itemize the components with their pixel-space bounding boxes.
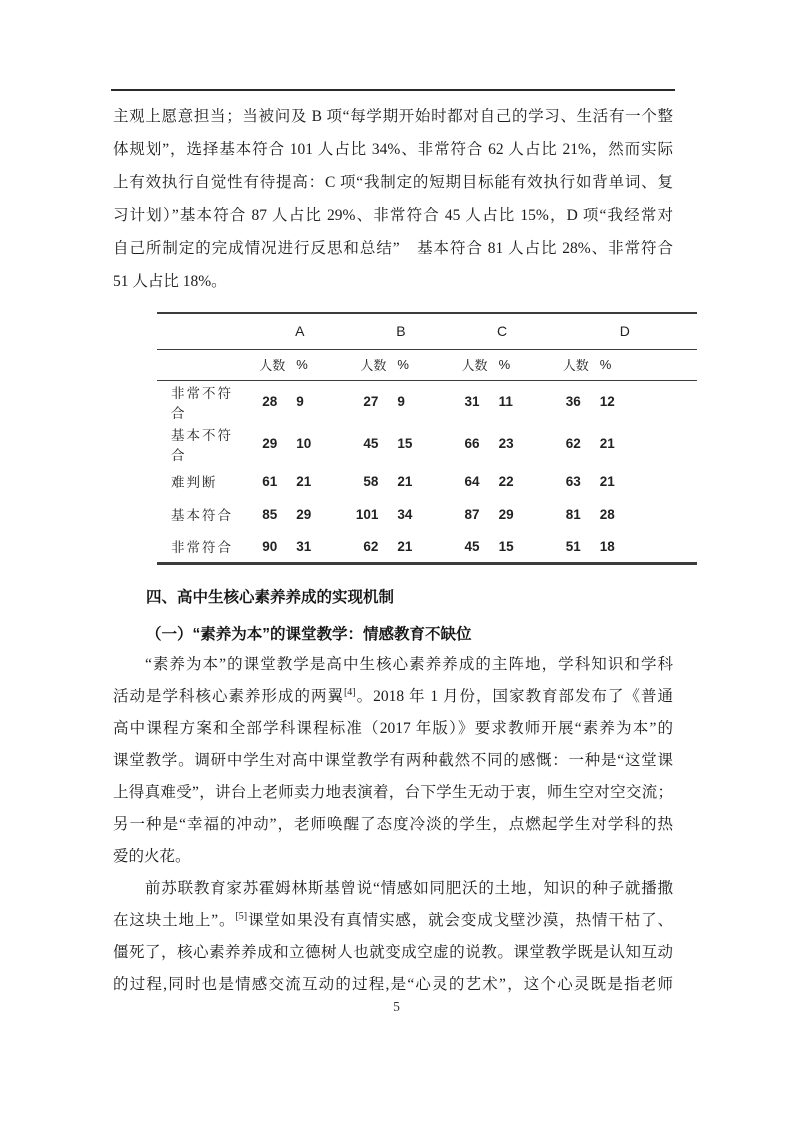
text-line: 习计划）”基本符合 87 人占比 29%、非常符合 45 人占比 15%，D 项“我经常对 <box>113 207 673 224</box>
table-cell: 85 <box>262 506 278 522</box>
survey-results-table <box>157 312 697 565</box>
table-cell: 64 <box>464 473 480 489</box>
table-cell: 21 <box>397 473 413 489</box>
table-cell: 10 <box>296 436 312 451</box>
text-line: 爱的火花。 <box>113 848 191 865</box>
text-line: 另一种是“幸福的冲动”，老师唤醒了态度冷淡的学生，点燃起学生对学科的热 <box>113 816 673 833</box>
text-line: 课堂教学。调研中学生对高中课堂教学有两种截然不同的感慨：一种是“这堂课 <box>113 752 673 769</box>
table-cell: 18 <box>599 538 615 554</box>
row-label: 基本符合 <box>171 508 233 523</box>
text-segment: 。2018 年 1 月份，国家教育部发布了《普通 <box>355 688 673 705</box>
text-line: 体规划”，选择基本符合 101 人占比 34%、非常符合 62 人占比 21%，然而实际 <box>113 141 673 158</box>
text-line: 高中课程方案和全部学科课程标准（2017 年版）》要求教师开展“素养为本”的 <box>113 720 673 737</box>
table-header-row <box>157 313 697 349</box>
table-cell: 29 <box>498 506 514 522</box>
text-line: 主观上愿意担当；当被问及 B 项“每学期开始时都对自己的学习、生活有一个整 <box>113 108 673 125</box>
row-label: 基本不符合 <box>171 427 233 463</box>
subheader-percent: % <box>396 349 451 380</box>
paragraph-survey-results <box>113 100 673 298</box>
table-cell: 31 <box>296 538 312 554</box>
text-line: 上有效执行自觉性有待提高：C 项“我制定的短期目标能有效执行如背单词、复 <box>113 174 673 191</box>
table-cell: 21 <box>599 473 615 489</box>
column-group-c: C <box>452 313 553 349</box>
footnote-ref-5: [5] <box>235 911 248 922</box>
table-cell: 61 <box>262 473 278 489</box>
page-content <box>113 100 673 1001</box>
table-row <box>157 531 697 564</box>
row-label: 非常不符合 <box>171 385 233 421</box>
text-line: 自己所制定的完成情况进行反思和总结” 基本符合 81 人占比 28%、非常符合 <box>113 240 673 257</box>
subheader-percent: % <box>295 349 350 380</box>
table-corner-cell <box>157 349 249 380</box>
text-line <box>113 681 673 713</box>
text-line <box>113 905 673 937</box>
row-label: 难判断 <box>171 475 218 490</box>
text-line: 的过程,同时也是情感交流互动的过程,是“心灵的艺术”，这个心灵既是指老师 <box>113 976 673 993</box>
table-cell: 101 <box>355 506 379 522</box>
column-group-d: D <box>553 313 697 349</box>
table-cell: 15 <box>498 538 514 554</box>
table-cell: 29 <box>262 436 278 451</box>
table-cell: 81 <box>565 506 581 522</box>
table-cell: 31 <box>464 394 480 409</box>
page-number: 5 <box>393 999 400 1014</box>
subheader-count: 人数 <box>350 349 396 380</box>
text-segment: 课堂如果没有真情实感，就会变成戈壁沙漠，热情干枯了、 <box>247 912 673 929</box>
section-heading: 四、高中生核心素养养成的实现机制 <box>146 589 395 606</box>
column-group-a: A <box>249 313 350 349</box>
column-group-b: B <box>350 313 451 349</box>
subheader-count: 人数 <box>249 349 295 380</box>
table-corner-cell <box>157 313 249 349</box>
footnote-ref-4: [4] <box>343 687 356 698</box>
table-cell: 45 <box>464 538 480 554</box>
subheader-count: 人数 <box>553 349 599 380</box>
table-cell: 21 <box>397 538 413 554</box>
text-segment: 活动是学科核心素养形成的两翼 <box>113 688 344 705</box>
table-row <box>157 498 697 531</box>
table-cell: 28 <box>599 506 615 522</box>
table-cell: 12 <box>599 394 615 409</box>
table-cell: 90 <box>262 538 278 554</box>
subheader-percent: % <box>498 349 553 380</box>
table-cell: 45 <box>363 436 379 451</box>
table-cell: 15 <box>397 436 413 451</box>
table-cell: 29 <box>296 506 312 522</box>
table-cell: 21 <box>599 436 615 451</box>
table-cell: 9 <box>296 394 304 409</box>
subheader-percent: % <box>599 349 697 380</box>
table-cell: 21 <box>296 473 312 489</box>
row-label: 非常符合 <box>171 540 233 556</box>
text-segment: 在这块土地上”。 <box>113 912 236 929</box>
table-row <box>157 465 697 498</box>
text-line: 51 人占比 18%。 <box>113 273 227 290</box>
table-cell: 9 <box>397 394 405 409</box>
header-rule <box>111 89 675 91</box>
table-cell: 22 <box>498 473 514 489</box>
table-cell: 66 <box>464 436 480 451</box>
table-row <box>157 423 697 465</box>
table-cell: 62 <box>363 538 379 554</box>
subsection-heading: （一）“素养为本”的课堂教学：情感教育不缺位 <box>146 626 472 643</box>
text-line: 前苏联教育家苏霍姆林斯基曾说“情感如同肥沃的土地，知识的种子就播撒 <box>145 880 673 897</box>
table-cell: 62 <box>565 436 581 451</box>
table-subheader-row <box>157 349 697 380</box>
text-line: 僵死了，核心素养养成和立德树人也就变成空虚的说教。课堂教学既是认知互动 <box>113 944 673 961</box>
table-cell: 87 <box>464 506 480 522</box>
table-row <box>157 380 697 423</box>
text-line: “素养为本”的课堂教学是高中生核心素养养成的主阵地，学科知识和学科 <box>145 656 673 673</box>
subheader-count: 人数 <box>452 349 498 380</box>
paragraph-classroom-teaching <box>113 649 673 873</box>
table-cell: 51 <box>565 538 581 554</box>
table-cell: 34 <box>397 506 413 522</box>
text-line: 上得真难受”，讲台上老师卖力地表演着，台下学生无动于衷，师生空对空交流； <box>113 784 673 801</box>
paragraph-emotion-education <box>113 873 673 1001</box>
table-cell: 63 <box>565 473 581 489</box>
table-cell: 27 <box>363 394 379 409</box>
table-cell: 28 <box>262 394 278 409</box>
table-cell: 36 <box>565 394 581 409</box>
table-cell: 58 <box>363 473 379 489</box>
table-cell: 23 <box>498 436 514 451</box>
table-cell: 11 <box>498 394 513 409</box>
